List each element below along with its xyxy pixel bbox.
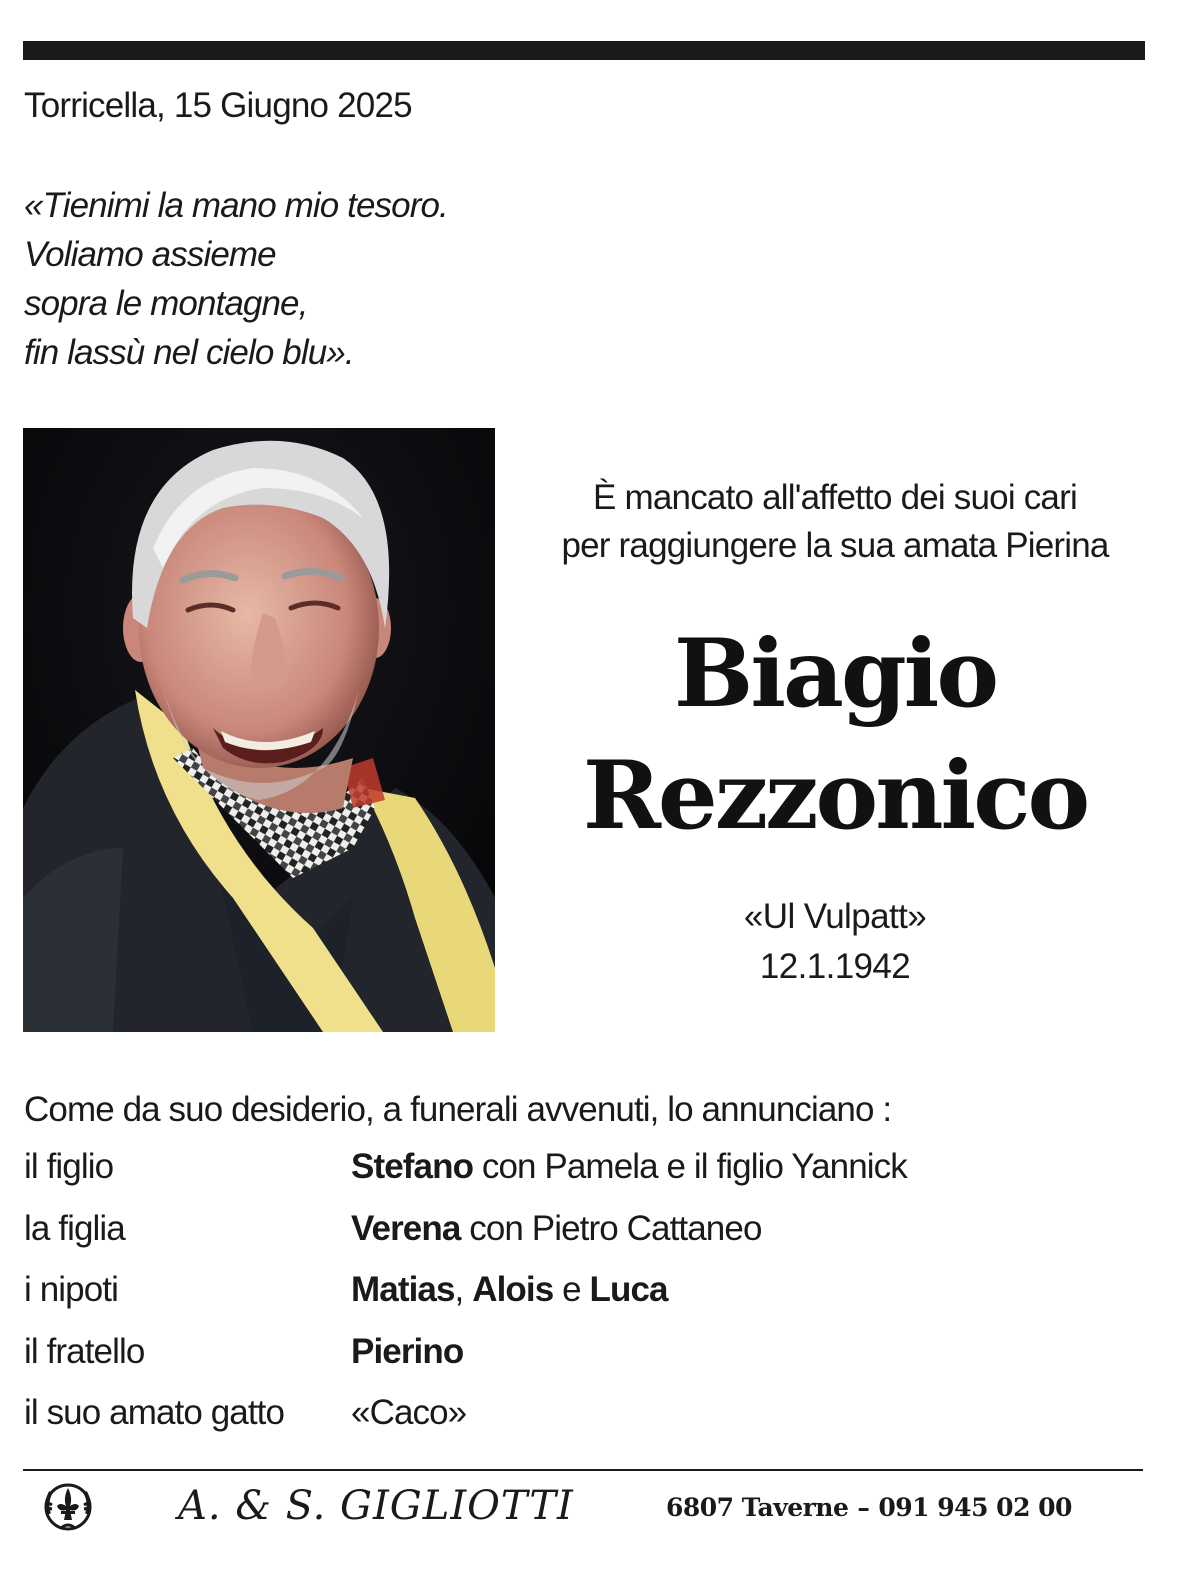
relative-names xyxy=(351,1204,762,1254)
relative-main-name: Stefano xyxy=(351,1147,474,1186)
relative-names xyxy=(351,1265,668,1315)
relative-main-name: Alois xyxy=(472,1270,554,1309)
fleur-de-lis-wreath-icon xyxy=(39,1478,97,1536)
relative-main-name: Pierino xyxy=(351,1331,464,1371)
relative-main-name: Verena xyxy=(351,1208,461,1248)
intro-line: È mancato all'affetto dei suoi cari xyxy=(593,478,1077,517)
nickname: «Ul Vulpatt» xyxy=(743,897,927,936)
relative-role: il fratello xyxy=(24,1331,145,1371)
relative-rest: «Caco» xyxy=(351,1393,467,1432)
top-rule xyxy=(23,41,1145,60)
relative-role: la figlia xyxy=(24,1208,125,1248)
verse-line: sopra le montagne, xyxy=(24,284,308,323)
list-item xyxy=(24,1142,1024,1204)
intro-text xyxy=(510,474,1160,570)
birth-date: 12.1.1942 xyxy=(759,947,911,986)
relatives-list xyxy=(24,1142,1024,1450)
verse-line: «Tienimi la mano mio tesoro. xyxy=(24,186,448,225)
deceased-name xyxy=(510,613,1160,857)
relative-separator: , xyxy=(454,1270,473,1309)
first-name: Biagio xyxy=(673,619,997,729)
list-item xyxy=(24,1327,1024,1389)
relative-names xyxy=(351,1388,466,1438)
relative-rest: con Pamela e il figlio Yannick xyxy=(473,1147,907,1186)
relative-main-name: Luca xyxy=(589,1270,668,1309)
list-item xyxy=(24,1388,1024,1450)
portrait-photo xyxy=(23,428,495,1032)
relative-names xyxy=(351,1142,907,1192)
verse-line: fin lassù nel cielo blu». xyxy=(24,333,354,372)
announcement-text: Come da suo desiderio, a funerali avvenuti, lo annunciano : xyxy=(24,1090,892,1129)
relative-names xyxy=(351,1327,463,1377)
place-date: Torricella, 15 Giugno 2025 xyxy=(24,86,412,125)
list-item xyxy=(24,1265,1024,1327)
nickname-block xyxy=(510,892,1160,992)
list-item xyxy=(24,1204,1024,1266)
relative-role: i nipoti xyxy=(24,1270,118,1309)
company-phone: 091 945 02 00 xyxy=(878,1493,1072,1522)
relative-role: il figlio xyxy=(24,1147,114,1186)
verse xyxy=(24,181,448,377)
relative-main-name: Matias xyxy=(351,1270,455,1309)
company-contact xyxy=(666,1488,1072,1528)
bottom-rule xyxy=(23,1469,1143,1471)
relative-role: il suo amato gatto xyxy=(24,1393,285,1432)
company-location: 6807 Taverne xyxy=(666,1493,849,1522)
relative-rest: con Pietro Cattaneo xyxy=(460,1208,762,1248)
last-name: Rezzonico xyxy=(582,741,1088,851)
relative-separator: e xyxy=(553,1270,590,1309)
company-name: A. & S. GIGLIOTTI xyxy=(178,1483,574,1529)
verse-line: Voliamo assieme xyxy=(24,235,276,274)
contact-separator: – xyxy=(857,1493,870,1522)
intro-line: per raggiungere la sua amata Pierina xyxy=(561,526,1109,565)
